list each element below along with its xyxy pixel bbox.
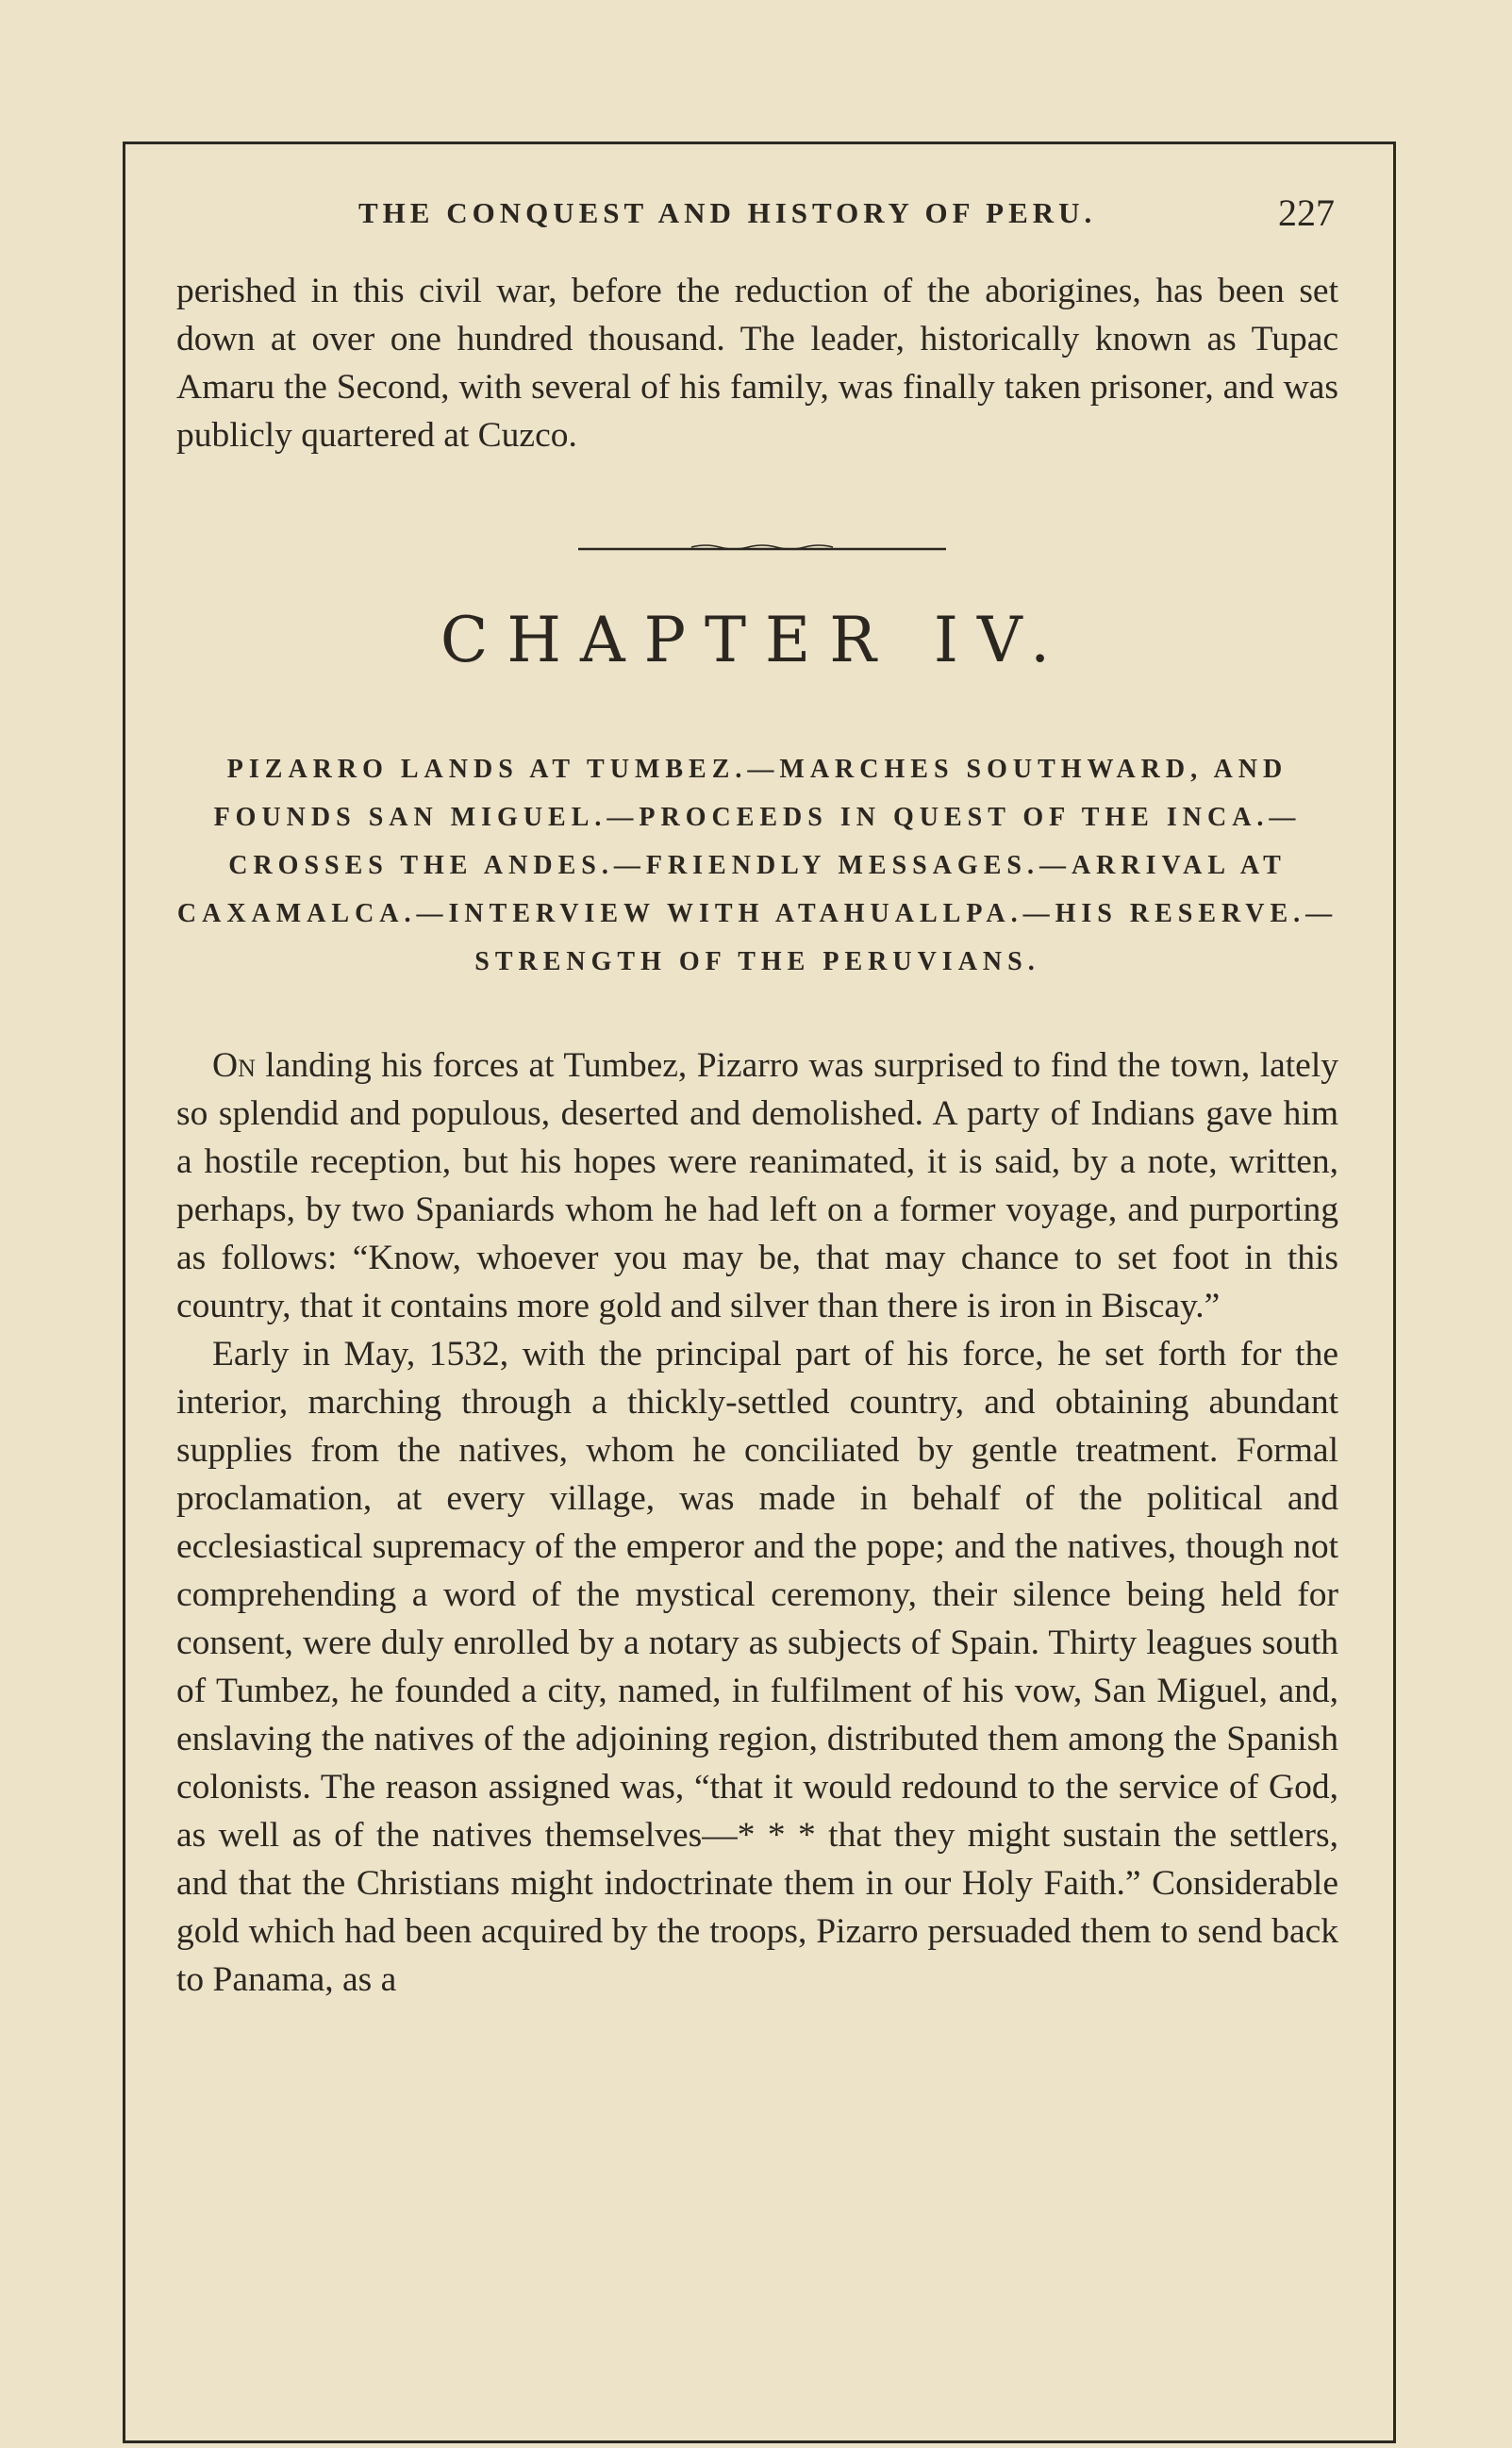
body-paragraph-1-first-word: On	[212, 1046, 256, 1085]
body-paragraph-1-text: landing his forces at Tumbez, Pizarro was surprised to find the town, lately so splendid and populous, deserted and demolished. A party of Indians gave him a hostile reception, but his hopes were reanimated, it is said, by a note, written, perhaps, by two Spaniards whom he had left on a former voyage, and purporting as follows: “Know, whoever you may be, that may chance to set foot in this country, that it contains more gold and silver than there is iron in Biscay.”	[176, 1046, 1338, 1325]
running-head	[344, 191, 1335, 247]
chapter-heading: CHAPTER IV.	[440, 604, 1070, 676]
ornament-rule	[578, 541, 946, 557]
chapter-synopsis	[176, 745, 1338, 986]
page-number: 227	[1278, 192, 1335, 234]
opening-paragraph	[176, 267, 1338, 459]
body-paragraph-1	[176, 1041, 1338, 1330]
chapter-body	[176, 1041, 1338, 2004]
running-title: THE CONQUEST AND HISTORY OF PERU.	[358, 196, 1097, 229]
chapter-synopsis-text: PIZARRO LANDS AT TUMBEZ.—MARCHES SOUTHWARD, AND FOUNDS SAN MIGUEL.—PROCEEDS IN QUEST OF THE INCA.—CROSSES THE ANDES.—FRIENDLY MESSAGES.—ARRIVAL AT CAXAMALCA.—INTERVIEW WITH ATAHUALLPA.—HIS RESERVE.—STRENGTH OF THE PERUVIANS.	[176, 755, 1338, 976]
body-paragraph-2: Early in May, 1532, with the principal part of his force, he set forth for the interior, marching through a thickly-settled country, and obtaining abundant supplies from the natives, whom he conciliated by gentle treatment. Formal proclamation, at every village, was made in behalf of the political and ecclesiastical supremacy of the emperor and the pope; and the natives, though not comprehending a word of the mystical ceremony, their silence being held for consent, were duly enrolled by a notary as subjects of Spain. Thirty leagues south of Tumbez, he founded a city, named, in fulfilment of his vow, San Miguel, and, enslaving the natives of the adjoining region, distributed them among the Spanish colonists. The reason assigned was, “that it would redound to the service of God, as well as of the natives themselves—* * * that they might sustain the settlers, and that the Christians might indoctrinate them in our Holy Faith.” Considerable gold which had been acquired by the troops, Pizarro persuaded them to send back to Panama, as a	[176, 1335, 1338, 1999]
opening-paragraph-text: perished in this civil war, before the reduction of the aborigines, has been set down at over one hundred thousand. The leader, historically known as Tupac Amaru the Second, with several of his family, was finally taken prisoner, and was publicly quartered at Cuzco.	[176, 272, 1338, 455]
